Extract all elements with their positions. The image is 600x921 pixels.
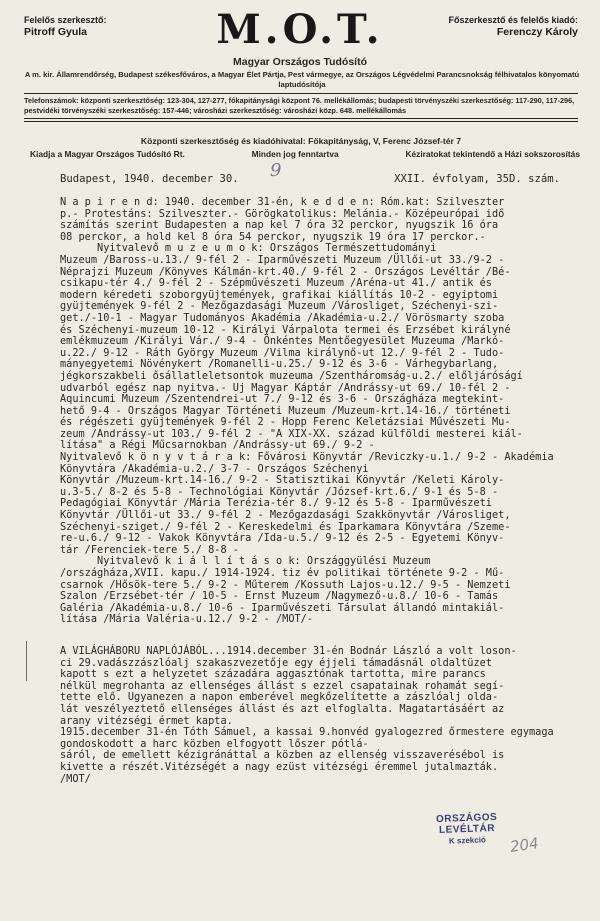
text-line: /országháza,XVII. kapu./ 1914-1924. tiz év politikai története 9-2 - Mű- <box>60 567 505 579</box>
archive-stamp-line2: K szekció <box>448 835 487 846</box>
rights-notice: Minden jog fenntartva <box>251 149 339 159</box>
text-line: Aquincumi Muzeum /Szentendrei-ut 7./ 9-12 és 3-6 - Országháza megtekint- <box>60 393 505 406</box>
text-line: lát veszélyeztető ellenséges állást és azt elfoglalta. Magatartásáért az <box>60 702 505 715</box>
folio-number: 204 <box>508 834 540 856</box>
text-line: lítása" a Régi Műcsarnokban /Andrássy-ut 69./ 9-2 - <box>60 439 375 452</box>
responsible-editor-role: Felelős szerkesztő: <box>24 15 107 25</box>
text-line: Nyitvalevő k ö n y v t á r a k: Fővárosi Könyvtár /Reviczky-u.1./ 9-2 - Akadémia Könyvtára /Akadémia-u.2./ 3-7 - Országos Széchenyi <box>60 451 554 475</box>
text-line: gyüjtemények 9-fél 2 - Mezőgazdasági Muzeum /Városliget, Széchenyi-szi- <box>60 300 499 313</box>
issue-date: Budapest, 1940. december 30. <box>60 173 239 185</box>
text-line: Könyvtár /Üllői-ut 33./ 9-fél 2 - Mezőgazdasági Szakkönyvtár /Városliget, <box>60 509 511 522</box>
text-line: és Széchenyi-muzeum 10-12 - Királyi Várpalota termei és Erzsébet királyné <box>60 323 511 336</box>
text-line: Széchenyi-sziget./ 9-fél 2 - Kereskedelmi és Iparkamara Könyvtára /Szeme- <box>60 520 511 533</box>
text-line: ci 29.vadászzászlóalj szakaszvezetője egy éjjeli támadásnál oldaltüzet <box>60 656 492 669</box>
text-line: Nyitvalevő m u z e u m o k: Országos Természettudományi <box>60 242 437 255</box>
text-line: jégkorszakbeli ősállatleletsontok muzeuma /Szentháromság-u.2./ előljáróságí <box>60 369 523 382</box>
text-line: lítása /Mária Valéria-u.12./ 9-2 - /MOT/- <box>60 613 314 626</box>
war-diary-text <box>60 646 580 785</box>
header-rule-bottom <box>24 118 578 119</box>
text-line: sáról, de emellett kézigránáttal a közben az ellenség visszaverésébol is <box>60 749 505 762</box>
text-line: p.- Protestáns: Szilveszter.- Görögkatolikus: Melánia.- Középeurópai idő <box>60 207 505 220</box>
publication-tagline: A m. kir. Államrendőrség, Budapest székesfőváros, a Magyar Élet Pártja, Pest vármegye, az Országos Légvédelmi Parancsnokság félhivatalos könyomatú laptudósítója <box>24 70 580 89</box>
text-line: 1915.december 31-én Tóth Sámuel, a kassai 9.honvéd gyalogezred őrmestere egymaga gondoskodott a harc közben elfogyott lőszer pótlá- <box>60 726 554 750</box>
text-line: Könyvtár /Muzeum-krt.14-16./ 9-2 - Statisztikai Könyvtár /Keleti Károly- <box>60 474 505 487</box>
text-line: és régészeti gyüjtemények 9-fél 2 - Hopp Ferenc Keletázsiai Művészeti Mu- <box>60 416 511 429</box>
header-rule-top <box>24 93 578 94</box>
text-line: Pedagógiai Könyvtár /Mária Terézia-tér 8./ 9-12 és 5-8 - Iparművészeti <box>60 497 492 510</box>
text-line: N a p i r e n d: 1940. december 31-én, k e d d e n: Róm.kat: Szilveszter <box>60 196 505 208</box>
manuscript-note: Kéziratokat tekintendő a Házi sokszorosítás <box>405 149 580 159</box>
text-line: kapott s ezt a helyzetet századára aggasztónak tartotta, mire parancs <box>60 668 486 681</box>
chief-editor <box>448 14 578 38</box>
text-line: A VILÁGHÁBORU NAPLÓJÁBÓL...1914.december 31-én Bodnár László a volt loson- <box>60 645 517 657</box>
text-line: csikapu-tér 4./ 9-fél 2 - Szépművészeti Muzeum /Aréna-ut 41./ antik és <box>60 277 492 290</box>
office-address: Központi szerkesztőség és kiadóhivatal: Főkapitányság, V, Ferenc József-tér 7 <box>140 136 462 146</box>
chief-editor-role: Főszerkesztő és felelős kiadó: <box>448 15 578 25</box>
publication-subtitle: Magyar Országos Tudósító <box>233 56 367 68</box>
phone-numbers: Telefonszámok: központi szerkesztőség: 123-304, 127-277, főkapitánysági központ 76. mellékállomás; budapesti törvényszéki szerkesztőség: 117-290, 117-296, pestvidéki törvényszéki szerkesztőség: 157-446; városházi szerkesztőség: városházi közp. 648. mellékállomás <box>24 96 575 115</box>
text-line: tár /Ferenciek-tere 5./ 8-8 - <box>60 543 239 556</box>
text-line: tette elő. Ugyanezen a napon emberével megkőzelítette a zászlóalj olda- <box>60 691 499 704</box>
responsible-editor-name: Pitroff Gyula <box>24 26 88 38</box>
text-line: 08 perckor, a hold kel 8 óra 54 perckor, nyugszik 19 óra 17 perckor.- <box>60 230 486 243</box>
text-line: u.22./ 9-12 - Ráth György Muzeum /Vilma királynő-ut 12./ 9-fél 2 - Tudo- <box>60 346 505 359</box>
margin-mark <box>26 641 35 681</box>
handwritten-number: 9 <box>270 160 282 181</box>
text-line: re-u.6./ 9-12 - Vakok Könyvtára /Ida-u.5./ 9-12 és 2-5 - Egyetemi Könyv- <box>60 532 505 545</box>
text-line: Néprajzi Muzeum /Könyves Kálmán-krt.40./ 9-fél 2 - Országos Levéltár /Bé- <box>60 265 511 278</box>
text-line: Nyitvalevő k i á l l í t á s o k: Országgyülési Muzeum <box>60 555 431 568</box>
publisher: Kiadja a Magyar Országos Tudósító Rt. <box>30 149 185 159</box>
header-rule-bottom-double <box>24 121 578 122</box>
publisher-row <box>30 149 580 159</box>
text-line: Muzeum /Baross-u.13./ 9-fél 2 - Iparművészeti Muzeum /Üllői-ut 33./9-2 - <box>60 253 505 266</box>
chief-editor-name: Ferenczy Károly <box>496 26 578 38</box>
text-line: zeum /Andrássy-ut 103./ 9-fél 2 - "A XIX-XX. század külföldi mesterei kiál- <box>60 427 523 440</box>
issue-volume: XXII. évfolyam, 35D. szám. <box>394 173 560 185</box>
archive-stamp-line1: ORSZÁGOS LEVÉLTÁR <box>435 811 498 836</box>
dateline <box>60 173 560 185</box>
text-line: u.3-5./ 8-2 és 5-8 - Technológiai Könyvtár /József-krt.6./ 9-1 és 5-8 - <box>60 485 499 498</box>
text-line: csarnok /Hősök-tere 5./ 9-2 - Műterem /Kossuth Lajos-u.12./ 9-5 - Nemzeti <box>60 578 511 591</box>
text-line: nélkül megrohanta az ellenséges állást s ezzel csapatainak rohamát segí- <box>60 679 505 692</box>
text-line: mányegyetemi Növénykert /Romanelli-u.25./ 9-12 és 3-6 - Várhegybarlang, <box>60 358 499 371</box>
text-line: /MOT/ <box>60 772 91 785</box>
text-line: get./-10-1 - Magyar Tudományos Akadémia /Akadémia-u.2./ Vörösmarty szoba <box>60 311 505 324</box>
text-line: modern kéredeti szoborgyüjtemények, grafikai kiállítás 10-2 - egyiptomi <box>60 288 499 301</box>
archive-stamp <box>417 811 516 846</box>
text-line: arany vitézségi érmet kapta. <box>60 714 233 727</box>
mot-logo: M.O.T. <box>216 6 384 53</box>
text-line: emlékmuzeum /Királyi Vár./ 9-4 - Önkéntes Mentőegyesület Muzeuma /Markó- <box>60 335 505 348</box>
text-line: Szalon /Erzsébet-tér / 10-5 - Ernst Muzeum /Nagymező-u.8./ 10-6 - Tamás <box>60 590 499 603</box>
text-line: hető 9-4 - Országos Magyar Történeti Muzeum /Muzeum-krt.14-16./ történeti <box>60 404 511 417</box>
text-line: Galéria /Akadémia-u.8./ 10-6 - Iparművészeti Társulat állandó mintakiál- <box>60 601 505 614</box>
text-line: kivette a részét.Vitézségét a nagy ezüst vitézségi éremmel jutalmazták. <box>60 760 499 773</box>
text-line: udvarból egész nap nyitva.- Uj Magyar Káptár /Andrássy-ut 69./ 10-fél 2 - <box>60 381 511 394</box>
daily-program-text <box>60 197 580 626</box>
text-line: számítás szerint Budapesten a nap kel 7 óra 32 perckor, nyugszik 16 óra <box>60 219 499 232</box>
